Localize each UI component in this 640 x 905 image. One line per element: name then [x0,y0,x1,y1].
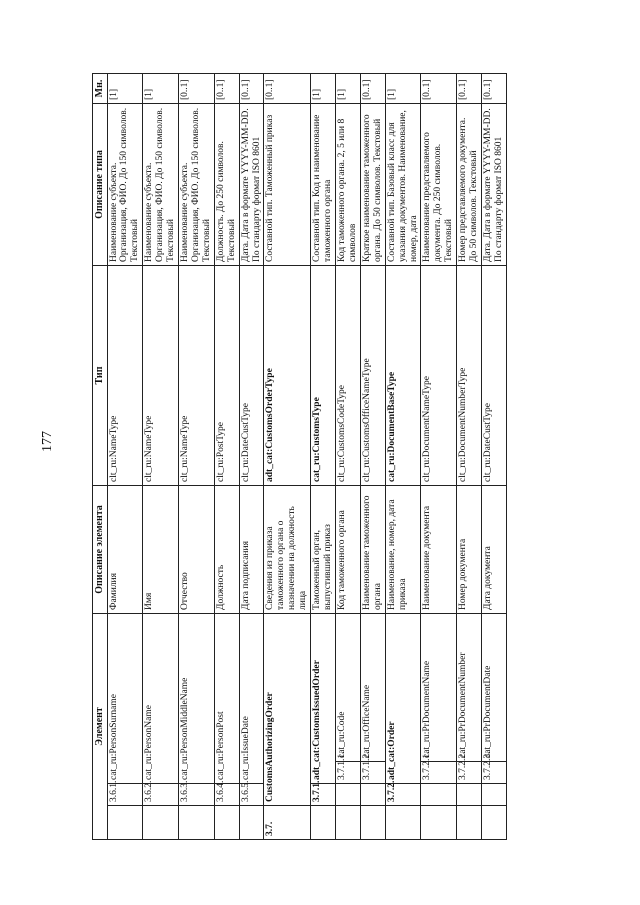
element-type: clt_ru:PostType [214,266,239,486]
element-type: clt_ru:DocumentNameType [421,266,457,486]
element-description: Наименование таможенного органа [360,486,385,614]
table-row [385,74,421,840]
row-number: 3.7.1.2. [360,762,385,784]
type-description: Код таможенного органа. 2, 5 или 8 символов [336,104,361,266]
row-number: 3.7.2.2. [457,762,482,784]
element-name: cat_ru:PrDocumentDate [482,614,507,762]
indent-cell [457,784,482,806]
multiplicity: [0..1] [214,74,239,104]
element-type: clt_ru:DateCustType [239,266,264,486]
element-description: Код таможенного органа [336,486,361,614]
element-description: Фамилия [107,486,143,614]
rotated-table-container [92,74,582,840]
type-description: Составной тип. Код и наименование таможенного органа [311,104,336,266]
type-description: Должность. До 250 символов. Текстовый [214,104,239,266]
type-description: Наименование представляемого документа. До 250 символов. Текстовый [421,104,457,266]
table-row [179,74,215,840]
element-name: cat_ru:PersonSurname [107,614,143,784]
row-number: 3.7.1.1. [336,762,361,784]
row-number: 3.7. [264,806,311,840]
row-number: 3.6.2. [143,784,179,806]
page-number: 177 [40,431,55,452]
header-element-desc: Описание элемента [93,486,108,614]
indent-cell [179,806,215,840]
indent-cell [311,806,336,840]
type-description: Номер представляемого документа. До 50 символов. Текстовый [457,104,482,266]
indent-cell [239,806,264,840]
table-header-row [93,74,108,840]
type-description: Наименование субъекта. Организация, ФИО. До 150 символов. Текстовый [179,104,215,266]
header-element: Элемент [93,614,108,840]
element-description: Номер документа [457,486,482,614]
indent-cell [421,784,457,806]
table-row [143,74,179,840]
elements-table [92,73,507,840]
element-name: cat_ru:PersonName [143,614,179,784]
type-description: Составной тип. Таможенный приказ [264,104,311,266]
row-number: 3.7.1. [311,784,336,806]
element-type: clt_ru:NameType [179,266,215,486]
element-name: cat_ru:IssueDate [239,614,264,784]
element-name: adt_cat:CustomsIssuedOrder [311,614,336,784]
type-description: Дата. Дата в формате YYYY-MM-DD. По стандарту формат ISO 8601 [482,104,507,266]
element-description: Наименование документа [421,486,457,614]
table-row [264,74,311,840]
row-number: 3.6.3. [179,784,215,806]
type-description: Наименование субъекта. Организация, ФИО. До 150 символов. Текстовый [143,104,179,266]
indent-cell [421,806,457,840]
element-type: clt_ru:DateCustType [482,266,507,486]
indent-cell [107,806,143,840]
element-name: cat_ru:PrDocumentNumber [457,614,482,762]
header-type: Тип [93,266,108,486]
row-number: 3.6.1. [107,784,143,806]
table-row [311,74,336,840]
header-type-desc: Описание типа [93,104,108,266]
element-name: cat_ru:PrDocumentName [421,614,457,762]
element-description: Дата документа [482,486,507,614]
element-name: cat_ru:Code [336,614,361,762]
indent-cell [482,806,507,840]
element-type: clt_ru:DocumentNumberType [457,266,482,486]
table-row [457,74,482,840]
indent-cell [385,806,421,840]
type-description: Составной тип. Базовый класс для указания документов. Наименование, номер, дата [385,104,421,266]
multiplicity: [0..1] [482,74,507,104]
multiplicity: [1] [107,74,143,104]
indent-cell [336,784,361,806]
element-type: clt_ru:NameType [143,266,179,486]
table-row [239,74,264,840]
multiplicity: [0..1] [179,74,215,104]
table-row [107,74,143,840]
multiplicity: [0..1] [360,74,385,104]
indent-cell [214,806,239,840]
indent-cell [360,806,385,840]
element-description: Должность [214,486,239,614]
multiplicity: [0..1] [421,74,457,104]
element-description: Дата подписания [239,486,264,614]
table-row [214,74,239,840]
indent-cell [143,806,179,840]
multiplicity: [0..1] [457,74,482,104]
type-description: Дата. Дата в формате YYYY-MM-DD. По стандарту формат ISO 8601 [239,104,264,266]
indent-cell [360,784,385,806]
multiplicity: [0..1] [239,74,264,104]
element-name: cat_ru:OfficeName [360,614,385,762]
element-type: clt_ru:CustomsCodeType [336,266,361,486]
type-description: Краткое наименование таможенного органа. До 50 символов. Текстовый [360,104,385,266]
element-description: Таможенный орган, выпустивший приказ [311,486,336,614]
table-row [421,74,457,840]
element-type: clt_ru:NameType [107,266,143,486]
multiplicity: [1] [385,74,421,104]
row-number: 3.6.4. [214,784,239,806]
indent-cell [457,806,482,840]
element-type: cat_ru:CustomsType [311,266,336,486]
table-row [360,74,385,840]
header-mult: Мн. [93,74,108,104]
element-name: cat_ru:PersonMiddleName [179,614,215,784]
table-row [336,74,361,840]
row-number: 3.7.2. [385,784,421,806]
type-description: Наименование субъекта. Организация, ФИО. До 150 символов. Текстовый [107,104,143,266]
table-row [482,74,507,840]
element-name: cat_ru:PersonPost [214,614,239,784]
multiplicity: [1] [336,74,361,104]
element-description: Наименование, номер, дата приказа [385,486,421,614]
element-description: Сведения из приказа таможенного органа о назначении на должность лица [264,486,311,614]
element-description: Имя [143,486,179,614]
multiplicity: [0..1] [264,74,311,104]
row-number: 3.6.5. [239,784,264,806]
row-number: 3.7.2.3. [482,762,507,784]
row-number: 3.7.2.1. [421,762,457,784]
element-name: CustomsAuthorizingOrder [264,614,311,806]
indent-cell [336,806,361,840]
element-type: adt_cat:CustomsOrderType [264,266,311,486]
element-type: clt_ru:CustomsOfficeNameType [360,266,385,486]
multiplicity: [1] [143,74,179,104]
table-body [107,74,506,840]
element-type: cat_ru:DocumentBaseType [385,266,421,486]
element-description: Отчество [179,486,215,614]
multiplicity: [1] [311,74,336,104]
indent-cell [482,784,507,806]
element-name: adt_cat:Order [385,614,421,784]
